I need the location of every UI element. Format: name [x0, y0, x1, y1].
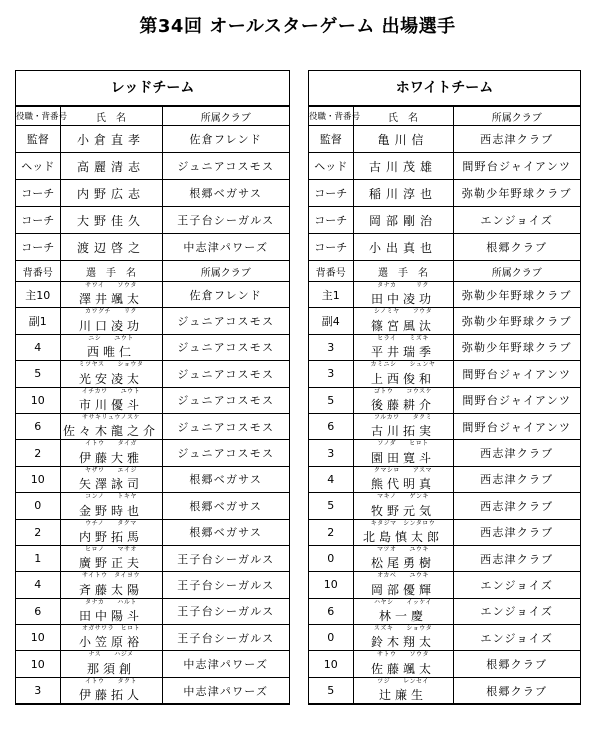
player-club: ジュニアコスモス [162, 440, 289, 466]
player-name-cell [60, 598, 162, 624]
staff-role: 監督 [16, 126, 60, 153]
player-name-cell [60, 493, 162, 519]
player-row [309, 625, 580, 651]
player-name-cell [353, 677, 453, 703]
player-name: 熊代明真 [370, 477, 435, 492]
player-name-reading: フルカワ タクミ [373, 413, 433, 421]
staff-name: 古川茂雄 [353, 153, 453, 180]
player-name-reading: マツオ ユウキ [377, 545, 429, 553]
staff-role: コーチ [309, 180, 353, 207]
player-name-cell [353, 519, 453, 545]
player-name: 内野拓馬 [78, 529, 143, 544]
player-name: 篠宮風汰 [370, 318, 435, 333]
player-name-cell [60, 545, 162, 571]
player-club: 王子台シーガルス [162, 598, 289, 624]
player-club: 根郷ベガサス [162, 493, 289, 519]
player-name-reading: タナカ リク [377, 282, 429, 289]
player-number: 5 [309, 387, 353, 413]
player-club: 弥勒少年野球クラブ [453, 334, 580, 360]
player-row [309, 572, 580, 598]
player-number: 1 [16, 545, 60, 571]
player-number: 5 [309, 677, 353, 703]
player-name: 辻廉生 [378, 688, 427, 703]
player-row [309, 413, 580, 439]
player-name: 伊藤大雅 [78, 450, 143, 465]
player-name: 廣野正夫 [78, 556, 143, 571]
player-row [309, 466, 580, 492]
player-number: 10 [309, 651, 353, 677]
player-name-reading: ゴトウ コウスケ [373, 387, 433, 395]
player-row [16, 677, 289, 703]
player-number: 10 [16, 466, 60, 492]
player-number: 10 [16, 625, 60, 651]
player-name: 松尾勇樹 [370, 556, 435, 571]
player-name-cell [60, 466, 162, 492]
player-name-cell [60, 440, 162, 466]
player-club: 王子台シーガルス [162, 625, 289, 651]
player-number: 副1 [16, 308, 60, 334]
staff-name: 高麗清志 [60, 153, 162, 180]
player-number: 10 [309, 572, 353, 598]
player-name-cell [353, 282, 453, 308]
player-number: 6 [309, 598, 353, 624]
player-club: 西志津クラブ [453, 545, 580, 571]
player-name-reading: イトウ タイガ [85, 440, 137, 448]
player-club: 中志津パワーズ [162, 677, 289, 703]
player-name: 上西俊和 [370, 371, 435, 386]
player-number: 4 [309, 466, 353, 492]
staff-role: 監督 [309, 126, 353, 153]
player-row [309, 308, 580, 334]
player-row [16, 545, 289, 571]
staff-row [16, 234, 289, 261]
player-row [309, 519, 580, 545]
staff-row [309, 126, 580, 153]
player-club: 西志津クラブ [453, 466, 580, 492]
player-row [16, 387, 289, 413]
staff-club: 西志津クラブ [453, 126, 580, 153]
player-club: 根郷クラブ [453, 677, 580, 703]
player-name-reading: ヒロノ マサオ [85, 545, 137, 553]
staff-role: コーチ [309, 234, 353, 261]
player-name-header: 選 手 名 [60, 261, 162, 282]
player-club: 中志津パワーズ [162, 651, 289, 677]
staff-header-row [16, 107, 289, 126]
player-row [16, 308, 289, 334]
player-name-cell [353, 387, 453, 413]
staff-club: 弥勒少年野球クラブ [453, 180, 580, 207]
staff-row [16, 207, 289, 234]
player-club: 弥勒少年野球クラブ [453, 308, 580, 334]
staff-name: 小倉直孝 [60, 126, 162, 153]
player-name-reading: カワグチ リク [85, 308, 137, 316]
player-row [309, 493, 580, 519]
player-number: 3 [309, 440, 353, 466]
player-name-reading: コンノ トキヤ [85, 493, 137, 501]
player-row [16, 651, 289, 677]
player-name-cell [60, 334, 162, 360]
player-club: 王子台シーガルス [162, 572, 289, 598]
player-club: エンジョイズ [453, 625, 580, 651]
player-row [16, 466, 289, 492]
staff-name: 亀川信 [353, 126, 453, 153]
player-row [309, 334, 580, 360]
player-name: 光安凌太 [78, 371, 143, 386]
player-name-cell [353, 466, 453, 492]
player-row [16, 598, 289, 624]
player-number: 4 [16, 572, 60, 598]
player-number: 6 [309, 413, 353, 439]
player-name-cell [60, 572, 162, 598]
player-name: 田中凌功 [370, 292, 435, 307]
role-number-header: 役職・背番号 [309, 107, 353, 126]
player-name-cell [353, 440, 453, 466]
player-club: ジュニアコスモス [162, 413, 289, 439]
name-header: 氏 名 [60, 107, 162, 126]
player-number: 5 [309, 493, 353, 519]
red-roster [16, 106, 289, 704]
staff-club: 中志津パワーズ [162, 234, 289, 261]
player-club: エンジョイズ [453, 572, 580, 598]
player-row [16, 413, 289, 439]
player-name-cell [353, 334, 453, 360]
player-row [16, 361, 289, 387]
player-club: ジュニアコスモス [162, 361, 289, 387]
player-name-reading: カミニシ シュンヤ [370, 361, 436, 369]
player-name-cell [60, 651, 162, 677]
staff-row [309, 234, 580, 261]
player-name-cell [60, 361, 162, 387]
player-row [309, 651, 580, 677]
player-number: 10 [16, 387, 60, 413]
player-number: 3 [16, 677, 60, 703]
player-name-header: 選 手 名 [353, 261, 453, 282]
player-name: 後藤耕介 [370, 397, 435, 412]
player-name-reading: イトウ タクト [84, 677, 137, 685]
staff-role: コーチ [16, 180, 60, 207]
player-name-reading: ニシ ユウト [88, 334, 134, 342]
player-name: 北島慎太郎 [362, 529, 443, 544]
player-row [16, 572, 289, 598]
player-name-reading: ウチノ タクマ [85, 519, 137, 527]
player-number: 副4 [309, 308, 353, 334]
player-club: 根郷クラブ [453, 651, 580, 677]
player-name-cell [60, 677, 162, 703]
red-team-name: レッドチーム [16, 71, 289, 106]
player-name: 古川拓実 [370, 424, 435, 439]
staff-role: コーチ [309, 207, 353, 234]
staff-club: 王子台シーガルス [162, 207, 289, 234]
player-name-reading: スズキ ショウタ [373, 625, 433, 633]
player-name-reading: ヤザワ エイジ [84, 466, 137, 474]
player-name: 岡部優輝 [370, 582, 435, 597]
player-club: 根郷ベガサス [162, 519, 289, 545]
player-name-cell [353, 598, 453, 624]
role-number-header: 役職・背番号 [16, 107, 60, 126]
player-number: 5 [16, 361, 60, 387]
red-team-table [15, 70, 290, 705]
staff-club: ジュニアコスモス [162, 153, 289, 180]
player-name-reading: サトウ ソウタ [377, 651, 429, 659]
name-header: 氏 名 [353, 107, 453, 126]
player-name-cell [353, 493, 453, 519]
staff-club: 根郷クラブ [453, 234, 580, 261]
player-name-reading: シノミヤ フウタ [373, 308, 433, 316]
player-name: 市川優斗 [78, 397, 143, 412]
player-number: 2 [16, 440, 60, 466]
player-name-cell [353, 545, 453, 571]
player-name-reading: ソノダ ヒロト [377, 440, 429, 448]
player-name: 佐藤颯太 [370, 661, 435, 676]
player-club: 佐倉フレンド [162, 282, 289, 308]
staff-name: 岡部剛治 [353, 207, 453, 234]
staff-header-row [309, 107, 580, 126]
player-name: 矢澤詠司 [78, 477, 143, 492]
player-name-cell [60, 282, 162, 308]
player-name: 斉藤太陽 [78, 582, 143, 597]
player-number: 6 [16, 413, 60, 439]
player-name-reading: サイトウ タイヨウ [82, 572, 140, 580]
player-name: 田中陽斗 [78, 609, 143, 624]
player-name-reading: ヒライ ミズキ [377, 334, 429, 342]
player-name-reading: オガサワラ ヒロト [81, 625, 141, 633]
player-number: 3 [309, 334, 353, 360]
page-title: 第34回 オールスターゲーム 出場選手 [139, 16, 456, 37]
player-name-reading: ハヤシ イッケイ [374, 598, 432, 606]
player-row [16, 519, 289, 545]
player-number: 0 [309, 625, 353, 651]
staff-club: エンジョイズ [453, 207, 580, 234]
player-name-cell [60, 625, 162, 651]
staff-row [309, 153, 580, 180]
player-row [16, 493, 289, 519]
player-name-reading: ツジ レンセイ [377, 677, 429, 685]
white-roster [309, 106, 580, 704]
player-club: 西志津クラブ [453, 440, 580, 466]
player-number: 2 [16, 519, 60, 545]
staff-row [16, 126, 289, 153]
player-number: 0 [16, 493, 60, 519]
staff-name: 渡辺啓之 [60, 234, 162, 261]
player-name: 小笠原裕 [78, 635, 143, 650]
player-name: 園田寛斗 [370, 450, 435, 465]
player-row [16, 440, 289, 466]
player-row [16, 282, 289, 308]
player-name-reading: イチカワ ユウト [81, 387, 141, 395]
staff-role: ヘッド [16, 153, 60, 180]
club-header: 所属クラブ [453, 107, 580, 126]
player-name-reading: ナス ハジメ [88, 651, 134, 659]
player-name: 金野時也 [78, 503, 143, 518]
player-name-cell [353, 651, 453, 677]
player-name-cell [353, 413, 453, 439]
player-club: 間野台ジャイアンツ [453, 413, 580, 439]
white-team-name: ホワイトチーム [309, 71, 580, 106]
staff-name: 小出真也 [353, 234, 453, 261]
player-club: 王子台シーガルス [162, 545, 289, 571]
player-name-cell [60, 387, 162, 413]
staff-name: 稲川淳也 [353, 180, 453, 207]
staff-role: コーチ [16, 234, 60, 261]
staff-club: 間野台ジャイアンツ [453, 153, 580, 180]
staff-role: ヘッド [309, 153, 353, 180]
player-name-reading: マキノ ゲンキ [377, 493, 429, 501]
player-row [309, 598, 580, 624]
club-header: 所属クラブ [453, 261, 580, 282]
white-team-table [308, 70, 581, 705]
player-name: 澤井颯太 [78, 292, 143, 307]
player-name-reading: ミツヤス ショウタ [78, 361, 144, 369]
player-name-reading: ササキリュウノスケ [82, 413, 140, 421]
player-name: 川口凌功 [78, 318, 143, 333]
player-name-cell [353, 361, 453, 387]
player-row [16, 625, 289, 651]
player-header-row [16, 261, 289, 282]
staff-club: 根郷ベガサス [162, 180, 289, 207]
player-name: 鈴木翔太 [370, 635, 435, 650]
player-name-reading: サワイ ソウタ [85, 282, 137, 289]
staff-row [309, 207, 580, 234]
player-number: 主1 [309, 282, 353, 308]
player-row [309, 440, 580, 466]
player-header-row [309, 261, 580, 282]
player-name-cell [60, 308, 162, 334]
player-name-cell [353, 625, 453, 651]
player-club: ジュニアコスモス [162, 387, 289, 413]
player-name: 平井瑞季 [370, 345, 435, 360]
player-number: 3 [309, 361, 353, 387]
player-club: 西志津クラブ [453, 493, 580, 519]
staff-name: 内野広志 [60, 180, 162, 207]
player-number: 6 [16, 598, 60, 624]
player-name-cell [353, 572, 453, 598]
staff-role: コーチ [16, 207, 60, 234]
player-name: 伊藤拓人 [78, 688, 143, 703]
player-name-reading: オカベ ユウキ [377, 572, 429, 580]
number-header: 背番号 [309, 261, 353, 282]
player-row [309, 545, 580, 571]
player-name-cell [60, 519, 162, 545]
player-name: 西唯仁 [86, 345, 135, 360]
player-number: 主10 [16, 282, 60, 308]
player-number: 10 [16, 651, 60, 677]
player-name-cell [60, 413, 162, 439]
player-name: 那須創 [86, 661, 135, 676]
player-row [309, 677, 580, 703]
player-row [309, 361, 580, 387]
player-club: 弥勒少年野球クラブ [453, 282, 580, 308]
player-number: 0 [309, 545, 353, 571]
player-club: 西志津クラブ [453, 519, 580, 545]
club-header: 所属クラブ [162, 107, 289, 126]
number-header: 背番号 [16, 261, 60, 282]
player-club: 間野台ジャイアンツ [453, 361, 580, 387]
player-club: ジュニアコスモス [162, 308, 289, 334]
player-club: 根郷ベガサス [162, 466, 289, 492]
player-number: 2 [309, 519, 353, 545]
player-row [309, 387, 580, 413]
player-row [309, 282, 580, 308]
staff-row [16, 153, 289, 180]
staff-row [309, 180, 580, 207]
player-name-reading: タナカ ハルト [85, 598, 137, 606]
player-name-reading: キタジマ シンタロウ [370, 519, 436, 527]
player-name: 林一慶 [378, 609, 427, 624]
player-club: 間野台ジャイアンツ [453, 387, 580, 413]
staff-name: 大野佳久 [60, 207, 162, 234]
club-header: 所属クラブ [162, 261, 289, 282]
player-name-cell [353, 308, 453, 334]
player-name: 牧野元気 [370, 503, 435, 518]
player-name: 佐々木龍之介 [62, 424, 159, 439]
player-club: ジュニアコスモス [162, 334, 289, 360]
staff-row [16, 180, 289, 207]
player-row [16, 334, 289, 360]
staff-club: 佐倉フレンド [162, 126, 289, 153]
player-club: エンジョイズ [453, 598, 580, 624]
player-name-reading: クマシロ アスマ [373, 466, 433, 474]
player-number: 4 [16, 334, 60, 360]
